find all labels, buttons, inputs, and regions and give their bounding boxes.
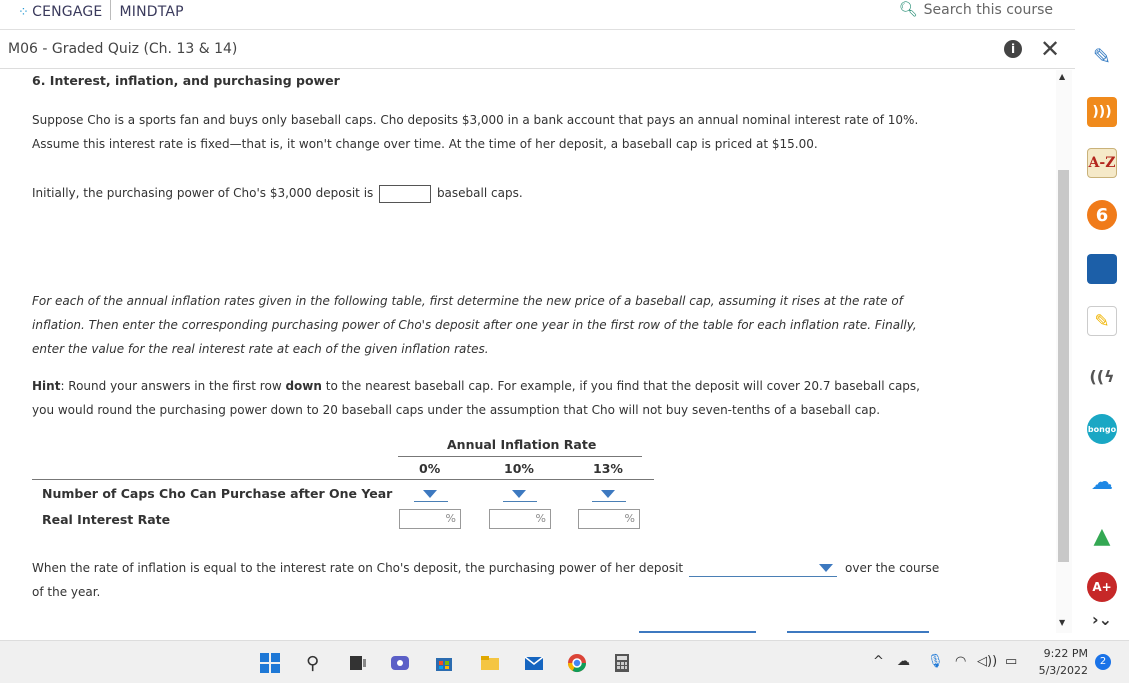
caps-dropdown-10[interactable]: [503, 488, 537, 502]
table-divider: [32, 479, 654, 480]
instructions-line-1: For each of the annual inflation rates given in the following table, first determine the new price of a baseball cap, assuming it rises at the rate of: [32, 294, 903, 308]
mail-icon[interactable]: [524, 653, 544, 673]
col-header-10: 10%: [504, 461, 534, 476]
search-icon: 🔍︎: [898, 0, 918, 18]
hint-line-1: [32, 374, 920, 398]
app-dock: [1075, 0, 1129, 640]
top-bar: [0, 0, 1075, 30]
final-question-line-2: of the year.: [32, 585, 101, 599]
initial-caps-input[interactable]: [379, 185, 431, 203]
search-course[interactable]: [899, 0, 1053, 18]
dock-collapse-icon[interactable]: ›⌄: [1092, 609, 1112, 629]
flashcard-icon[interactable]: ✎: [1087, 306, 1117, 336]
action-button-partial-1[interactable]: [639, 631, 756, 633]
real-rate-input-0[interactable]: [399, 509, 461, 529]
initial-power-prefix: Initially, the purchasing power of Cho's $3,000 deposit is: [32, 186, 374, 200]
hint-line-2: you would round the purchasing power down to 20 baseball caps under the assumption that Cho will not buy seven-tenths of a baseball cap.: [32, 403, 881, 417]
col-header-13: 13%: [593, 461, 623, 476]
brand-mindtap: MINDTAP: [119, 4, 184, 20]
caps-dropdown-0[interactable]: [414, 488, 448, 502]
purchasing-power-dropdown[interactable]: [689, 559, 837, 577]
brand-divider: [110, 0, 111, 20]
brand-cengage: CENGAGE: [32, 4, 103, 20]
real-rate-input-13[interactable]: [578, 509, 640, 529]
google-drive-icon[interactable]: ▲: [1093, 523, 1111, 549]
wifi-icon[interactable]: ◠: [955, 654, 967, 669]
scroll-down-icon[interactable]: ▼: [1059, 618, 1066, 627]
clock-time: 9:22 PM: [1043, 647, 1088, 660]
final-question-suffix: over the course: [845, 561, 940, 575]
progress-six-icon[interactable]: 6: [1087, 200, 1117, 230]
chevron-down-icon: [512, 490, 526, 498]
real-rate-input-10[interactable]: [489, 509, 551, 529]
question-title: 6. Interest, inflation, and purchasing power: [32, 73, 340, 88]
cengage-dots-icon: ⁘: [18, 5, 30, 20]
initial-power-line: [32, 181, 523, 205]
question-content: [0, 70, 1055, 633]
calculator-icon[interactable]: [612, 653, 632, 673]
hint-text-b: to the nearest baseball cap. For example, if you find that the deposit will cover 20.7 baseball caps,: [321, 379, 920, 393]
scenario-line-1: Suppose Cho is a sports fan and buys only baseball caps. Cho deposits $3,000 in a bank account that pays an annual nominal interest rate of 10%.: [32, 113, 919, 127]
chevron-down-icon: [601, 490, 615, 498]
brand-logo[interactable]: [18, 0, 184, 20]
chrome-browser-icon[interactable]: [567, 653, 587, 673]
onedrive-cloud-icon[interactable]: ☁: [1091, 469, 1113, 495]
percent-suffix: %: [624, 512, 635, 525]
page-title: M06 - Graded Quiz (Ch. 13 & 14): [8, 41, 238, 57]
store-icon[interactable]: [434, 653, 454, 673]
task-view-icon[interactable]: [348, 653, 368, 673]
clock-date: 5/3/2022: [1038, 664, 1088, 677]
system-clock[interactable]: [1038, 645, 1088, 679]
microphone-icon[interactable]: 🎙︎: [927, 654, 944, 669]
instructions-line-3: enter the value for the real interest rate at each of the given inflation rates.: [32, 342, 489, 356]
percent-suffix: %: [445, 512, 456, 525]
file-explorer-icon[interactable]: [480, 653, 500, 673]
notebook-icon[interactable]: [1087, 254, 1117, 284]
chevron-down-icon: [423, 490, 437, 498]
readspeaker-icon[interactable]: ((ϟ: [1089, 366, 1115, 386]
pencil-icon[interactable]: ✎: [1092, 44, 1112, 70]
chevron-down-icon: [819, 564, 833, 572]
row-label-caps: Number of Caps Cho Can Purchase after One Year: [42, 486, 393, 501]
windows-start-icon[interactable]: [260, 653, 280, 673]
bongo-icon[interactable]: bongo: [1087, 414, 1117, 444]
volume-icon[interactable]: ◁)): [977, 654, 998, 669]
az-dictionary-icon[interactable]: A-Z: [1087, 148, 1117, 178]
scroll-up-icon[interactable]: ▲: [1059, 72, 1066, 81]
final-question-prefix: When the rate of inflation is equal to the interest rate on Cho's deposit, the purchasing power of her deposit: [32, 561, 684, 575]
scenario-line-2: Assume this interest rate is fixed—that is, it won't change over time. At the time of her deposit, a baseball cap is priced at $15.00.: [32, 137, 818, 151]
hint-bold-down: down: [285, 379, 322, 393]
action-button-partial-2[interactable]: [787, 631, 929, 633]
content-scrollbar[interactable]: [1056, 70, 1072, 633]
battery-icon[interactable]: ▭: [1005, 654, 1018, 669]
rss-icon[interactable]: ))): [1087, 97, 1117, 127]
os-taskbar: [0, 640, 1129, 683]
aplus-icon[interactable]: A+: [1087, 572, 1117, 602]
hint-text-a: : Round your answers in the first row: [60, 379, 286, 393]
notification-badge[interactable]: 2: [1095, 654, 1111, 670]
tray-overflow-icon[interactable]: ^: [873, 654, 884, 669]
hint-label: Hint: [32, 379, 61, 393]
table-header-underline: [398, 456, 642, 457]
row-label-real-rate: Real Interest Rate: [42, 512, 171, 527]
instructions-line-2: inflation. Then enter the corresponding purchasing power of Cho's deposit after one year in the first row of the table for each inflation rate. Finally,: [32, 318, 917, 332]
col-header-0: 0%: [419, 461, 441, 476]
table-header-inflation: Annual Inflation Rate: [447, 437, 597, 452]
caps-dropdown-13[interactable]: [592, 488, 626, 502]
teams-chat-icon[interactable]: [390, 653, 410, 673]
activity-titlebar: [0, 31, 1075, 69]
percent-suffix: %: [535, 512, 546, 525]
scroll-thumb[interactable]: [1058, 170, 1069, 562]
initial-power-suffix: baseball caps.: [436, 186, 523, 200]
close-icon[interactable]: ✕: [1040, 35, 1061, 63]
info-icon[interactable]: i: [1004, 40, 1022, 58]
onedrive-tray-icon[interactable]: ☁: [897, 654, 910, 669]
search-icon[interactable]: ⚲: [306, 653, 320, 674]
search-label: Search this course: [923, 2, 1053, 18]
